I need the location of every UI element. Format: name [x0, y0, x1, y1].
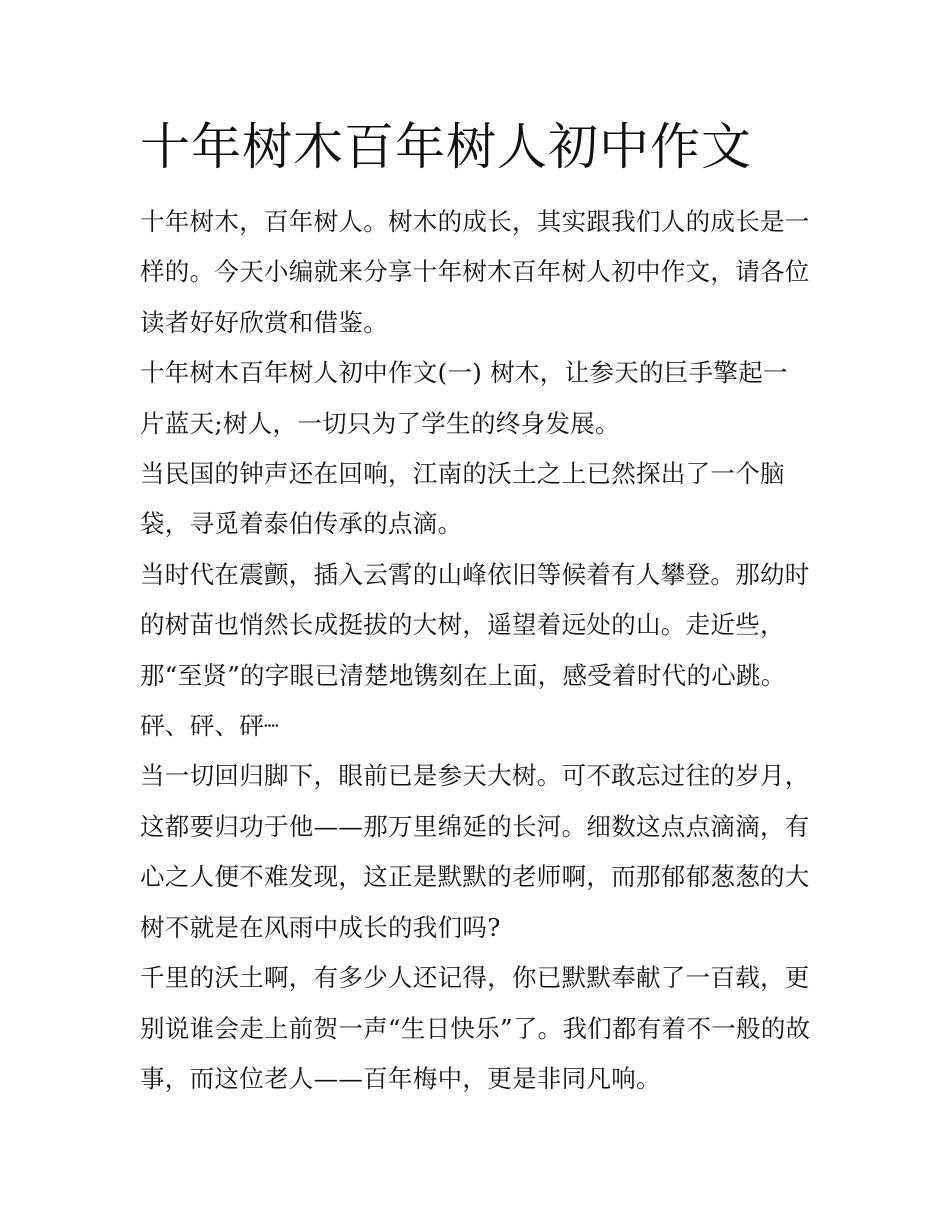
- paragraph-towering-tree: 当一切回归脚下，眼前已是参天大树。可不敢忘过往的岁月，这都要归功于他——那万里绵延的长河。细数这点点滴滴，有心之人便不难发现，这正是默默的老师啊，而那郁郁葱葱的大树不就是在风雨中成长的我们吗?: [140, 761, 810, 942]
- paragraph-sound: 砰、砰、砰┈: [140, 711, 280, 741]
- paragraph-essay-opening: 十年树木百年树人初中作文(一) 树木，让参天的巨手擎起一片蓝天;树人，一切只为了学生的终身发展。: [140, 358, 788, 438]
- paragraph-centennial: 千里的沃土啊，有多少人还记得，你已默默奉献了一百载，更别说谁会走上前贺一声“生日快乐”了。我们都有着不一般的故事，而这位老人——百年梅中，更是非同凡响。: [140, 963, 811, 1093]
- paragraph-era-tremor: 当时代在震颤，插入云霄的山峰依旧等候着有人攀登。那幼时的树苗也悄然长成挺拔的大树，遥望着远处的山。走近些，那“至贤”的字眼已清楚地镌刻在上面，感受着时代的心跳。: [140, 559, 810, 690]
- paragraph-republic-era: 当民国的钟声还在回响，江南的沃土之上已然探出了一个脑袋，寻觅着泰伯传承的点滴。: [140, 459, 785, 539]
- paragraph-intro: 十年树木，百年树人。树木的成长，其实跟我们人的成长是一样的。今天小编就来分享十年树木百年树人初中作文，请各位读者好好欣赏和借鉴。: [140, 207, 810, 337]
- document-body: [140, 197, 812, 1104]
- document-title: 十年树木百年树人初中作文: [140, 118, 752, 176]
